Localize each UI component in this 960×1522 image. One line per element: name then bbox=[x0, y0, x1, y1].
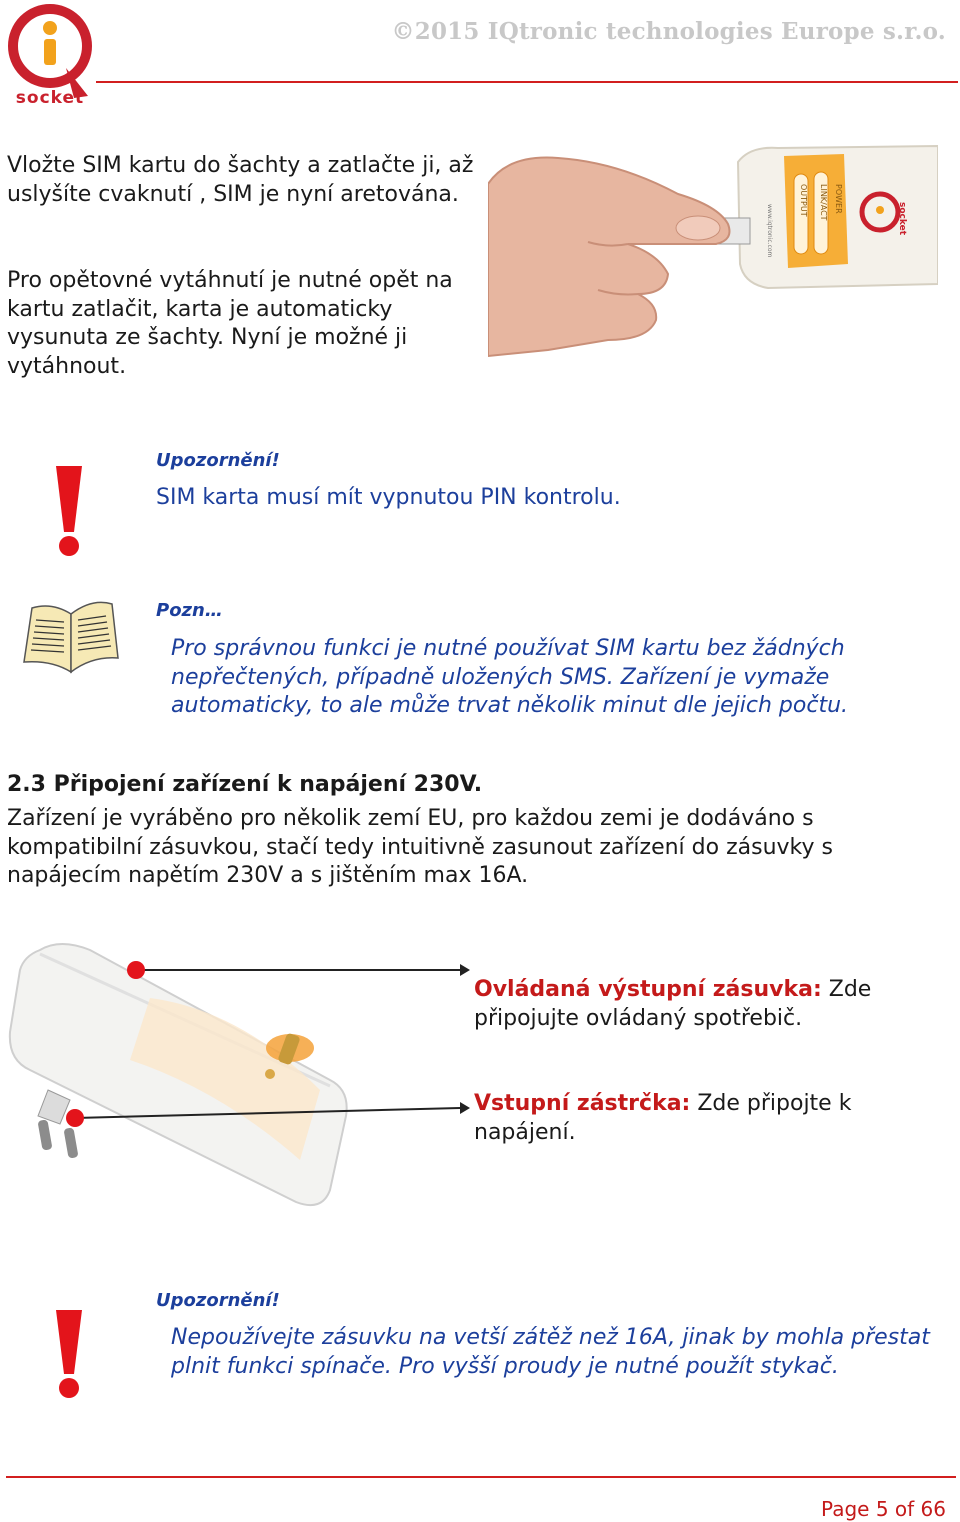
exclamation-icon bbox=[52, 462, 86, 558]
page-number: Page 5 of 66 bbox=[821, 1497, 946, 1521]
intro-paragraph-insert: Vložte SIM kartu do šachty a zatlačte ji, až uslyšíte cvaknutí , SIM je nyní aretována. bbox=[7, 153, 474, 207]
section-paragraph: Zařízení je vyráběno pro několik zemí EU, pro každou zemi je dodáváno s kompatibilní zásuvkou, stačí tedy intuitivně zasunout zařízení do zásuvky s napájecím napětím 230V a s jištěním max 16A. bbox=[7, 806, 833, 888]
section-heading: 2.3 Připojení zařízení k napájení 230V. bbox=[7, 772, 483, 797]
header-rule bbox=[96, 81, 958, 83]
label-link-act: LINK/ACT bbox=[819, 184, 828, 221]
callout-output-label: Ovládaná výstupní zásuvka: bbox=[474, 977, 822, 1002]
warning-text: SIM karta musí mít vypnutou PIN kontrolu. bbox=[156, 485, 621, 510]
copyright-notice: ©2015 IQtronic technologies Europe s.r.o. bbox=[391, 18, 946, 45]
exclamation-icon bbox=[52, 1306, 86, 1400]
footer-rule bbox=[6, 1476, 956, 1478]
warning-text: Nepoužívejte zásuvku na vetší zátěž než 16A, jinak by mohla přestat plnit funkci spínače. Pro vyšší proudy je nutné použít stykač. bbox=[171, 1325, 930, 1379]
logo-text: socket bbox=[15, 88, 85, 106]
note-text: Pro správnou funkci je nutné používat SIM kartu bez žádných nepřečtených, případně uložených SMS. Zařízení je vymaže automaticky, to ale může trvat několik minut dle jejich počtu. bbox=[171, 636, 849, 718]
callout-input-plug bbox=[474, 1090, 944, 1147]
label-power: POWER bbox=[834, 184, 843, 214]
iq-socket-logo bbox=[4, 4, 96, 106]
device-url: www.iqtronic.com bbox=[766, 204, 773, 258]
callout-output-text: Zde připojujte ovládaný spotřebič. bbox=[474, 977, 872, 1031]
book-icon bbox=[22, 600, 120, 674]
warning-title: Upozornění! bbox=[156, 450, 280, 471]
label-output: OUTPUT bbox=[799, 184, 808, 217]
warning-title: Upozornění! bbox=[156, 1290, 280, 1311]
callout-input-label: Vstupní zástrčka: bbox=[474, 1091, 691, 1116]
callout-output-socket bbox=[474, 976, 944, 1033]
note-title: Pozn… bbox=[156, 600, 223, 621]
intro-paragraph-eject: Pro opětovné vytáhnutí je nutné opět na kartu zatlačit, karta je automaticky vysunuta ze šachty. Nyní je možné ji vytáhnout. bbox=[7, 268, 453, 379]
sim-insertion-photo bbox=[488, 144, 938, 360]
socket-device-photo bbox=[0, 940, 470, 1225]
callout-input-text: Zde připojte k napájení. bbox=[474, 1091, 852, 1145]
device-brand: socket bbox=[897, 202, 907, 236]
